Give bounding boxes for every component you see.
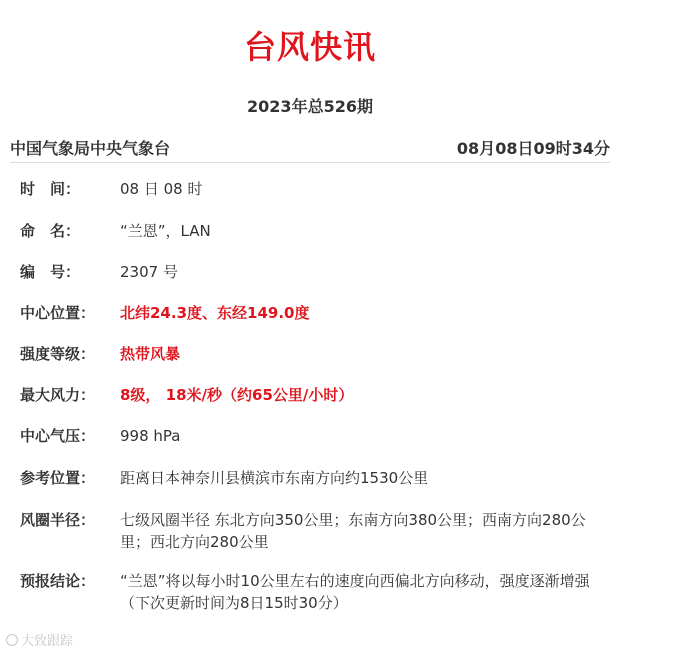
- field-value: 8级， 18米/秒（约65公里/小时）: [120, 386, 354, 404]
- field-value: 七级风圈半径 东北方向350公里；东南方向380公里；西南方向280公里；西北方向280公里: [120, 511, 586, 551]
- field-label: 参考位置：: [20, 469, 96, 487]
- field-label: 编 号：: [20, 263, 81, 281]
- field-value: 热带风暴: [120, 345, 181, 363]
- field-value: 08 日 08 时: [120, 180, 203, 198]
- agency-name: 中国气象局中央气象台: [10, 139, 171, 158]
- issue-number: 2023年总526期: [247, 97, 373, 116]
- watermark-text: 大致跟踪: [21, 634, 74, 649]
- watermark-icon: [6, 634, 18, 646]
- field-label: 中心位置：: [20, 304, 96, 322]
- field-value: 2307 号: [120, 263, 178, 281]
- field-value: 距离日本神奈川县横滨市东南方向约1530公里: [120, 469, 429, 487]
- field-label: 风圈半径：: [20, 511, 96, 529]
- field-label: 命 名：: [20, 222, 81, 240]
- field-label: 预报结论：: [20, 572, 96, 590]
- field-label: 最大风力：: [20, 386, 96, 404]
- field-value: 998 hPa: [120, 427, 181, 445]
- forecast-text: “兰恩”将以每小时10公里左右的速度向西偏北方向移动，强度逐渐增强: [120, 572, 590, 590]
- page-title: 台风快讯: [243, 28, 376, 66]
- field-label: 中心气压：: [20, 427, 96, 445]
- next-update-note: （下次更新时间为8日15时30分）: [120, 594, 348, 612]
- field-value: [120, 570, 600, 614]
- field-label: 时 间：: [20, 180, 81, 198]
- watermark: [6, 630, 73, 649]
- field-label: 强度等级：: [20, 345, 96, 363]
- field-value: “兰恩”，LAN: [120, 222, 211, 240]
- published-time: 08月08日09时34分: [456, 139, 610, 158]
- header-row: [10, 136, 610, 163]
- field-value: 北纬24.3度、东经149.0度: [120, 304, 310, 322]
